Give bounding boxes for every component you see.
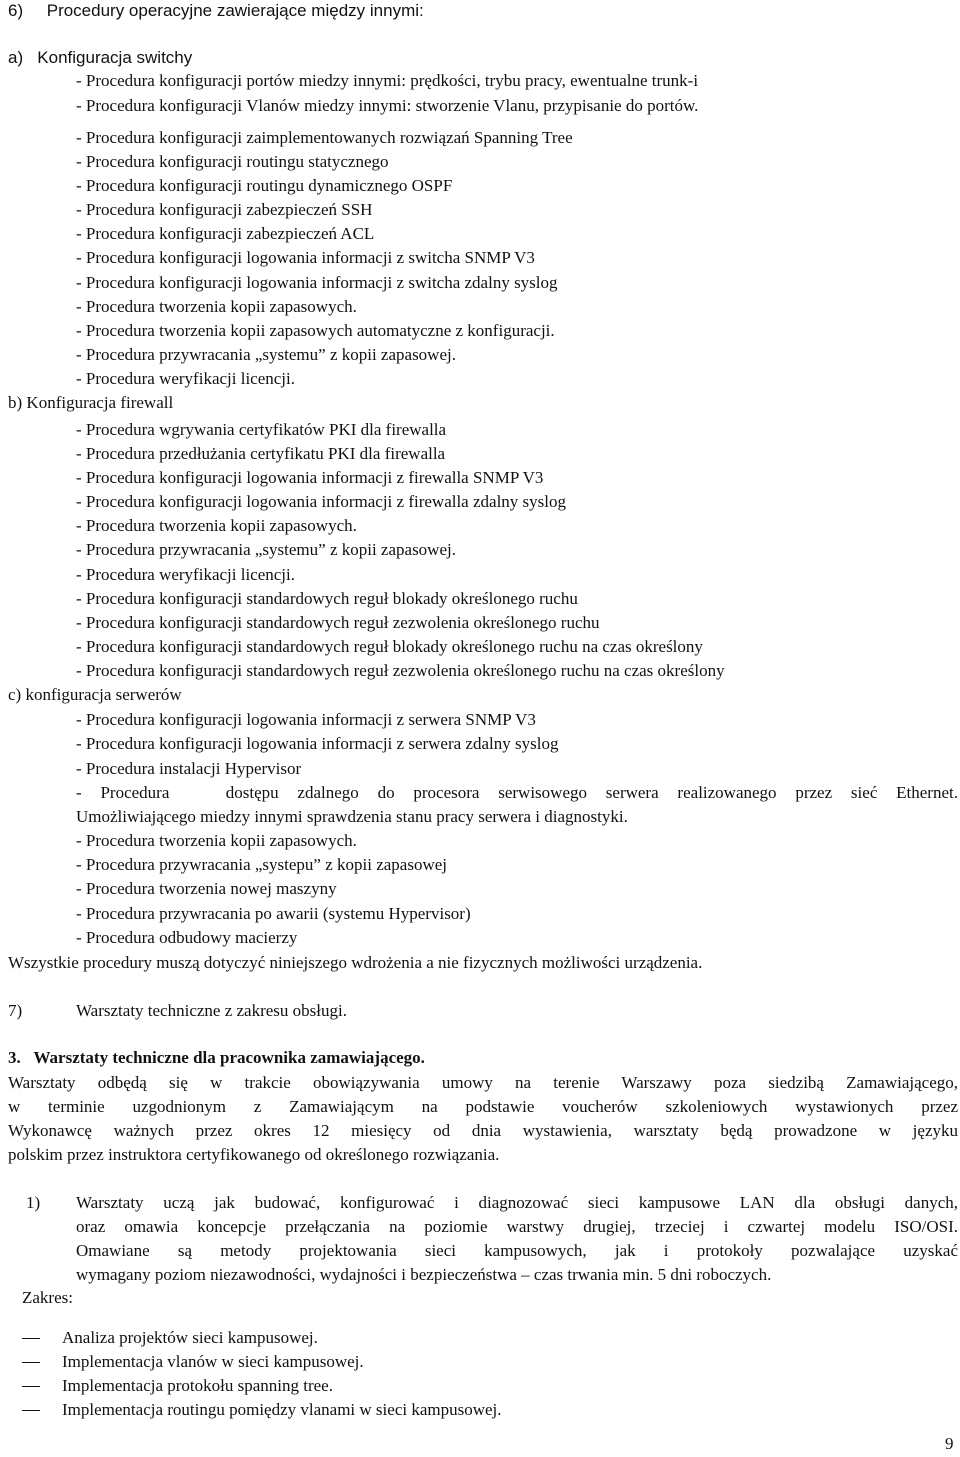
list-item-justified: - Procedura dostępu zdalnego do procesora serwisowego serwera realizowanego przez sieć Ethernet. xyxy=(76,783,958,802)
list-item: - Procedura konfiguracji zabezpieczeń ACL xyxy=(76,224,375,243)
paragraph-line: Warsztaty uczą jak budować, konfigurować i diagnozować sieci kampusowe LAN dla obsługi danych, xyxy=(76,1193,958,1212)
list-item: - Procedura przywracania „systemu” z kopii zapasowej. xyxy=(76,345,456,364)
dash-bullet-icon xyxy=(22,1386,40,1387)
dash-bullet-icon xyxy=(22,1410,40,1411)
list-item: - Procedura konfiguracji logowania informacji z serwera zdalny syslog xyxy=(76,734,559,753)
paragraph-line: polskim przez instruktora certyfikowanego od określonego rozwiązania. xyxy=(8,1145,500,1164)
paragraph-line: Wykonawcę ważnych przez okres 12 miesięcy od dnia wystawienia, warsztaty będą prowadzone w języku xyxy=(8,1121,958,1140)
section-6-heading: 6) Procedury operacyjne zawierające między innymi: xyxy=(8,1,424,20)
dash-bullet-icon xyxy=(22,1338,40,1339)
list-item: - Procedura przywracania „systepu” z kopii zapasowej xyxy=(76,855,448,874)
section-7-title: Warsztaty techniczne z zakresu obsługi. xyxy=(76,1001,347,1020)
list-item: - Procedura przedłużania certyfikatu PKI dla firewalla xyxy=(76,444,446,463)
list-item: - Procedura konfiguracji logowania informacji z switcha SNMP V3 xyxy=(76,248,535,267)
list-item: - Procedura konfiguracji routingu dynamicznego OSPF xyxy=(76,176,453,195)
list-item: - Procedura konfiguracji zaimplementowanych rozwiązań Spanning Tree xyxy=(76,128,573,147)
dash-bullet-icon xyxy=(22,1362,40,1363)
list-item-continuation: Umożliwiającego miedzy innymi sprawdzenia stanu pracy serwera i diagnostyki. xyxy=(76,807,628,826)
list-item: - Procedura przywracania „systemu” z kopii zapasowej. xyxy=(76,540,456,559)
list-item: - Procedura konfiguracji zabezpieczeń SSH xyxy=(76,200,373,219)
list-item: Implementacja routingu pomiędzy vlanami w sieci kampusowej. xyxy=(62,1400,502,1419)
item-1-number: 1) xyxy=(26,1193,41,1212)
paragraph-line: Warsztaty odbędą się w trakcie obowiązywania umowy na terenie Warszawy poza siedzibą Zamawiającego, xyxy=(8,1073,958,1092)
subsection-b-heading: b) Konfiguracja firewall xyxy=(8,393,174,412)
list-item: - Procedura konfiguracji logowania informacji z serwera SNMP V3 xyxy=(76,710,536,729)
list-item: - Procedura konfiguracji portów miedzy innymi: prędkości, trybu pracy, ewentualne trunk-i xyxy=(76,71,699,90)
closing-statement: Wszystkie procedury muszą dotyczyć niniejszego wdrożenia a nie fizycznych możliwości urządzenia. xyxy=(8,953,703,972)
subsection-c-heading: c) konfiguracja serwerów xyxy=(8,685,182,704)
list-item: - Procedura konfiguracji logowania informacji z switcha zdalny syslog xyxy=(76,273,558,292)
list-item: - Procedura konfiguracji Vlanów miedzy innymi: stworzenie Vlanu, przypisanie do portów. xyxy=(76,96,699,115)
list-item: - Procedura wgrywania certyfikatów PKI dla firewalla xyxy=(76,420,447,439)
zakres-label: Zakres: xyxy=(22,1288,73,1307)
section-7-number: 7) xyxy=(8,1001,23,1020)
section-3-heading: 3. Warsztaty techniczne dla pracownika zamawiającego. xyxy=(8,1048,425,1067)
list-item: - Procedura konfiguracji standardowych reguł zezwolenia określonego ruchu xyxy=(76,613,600,632)
list-item: - Procedura weryfikacji licencji. xyxy=(76,369,296,388)
paragraph-line: oraz omawia koncepcje przełączania na poziomie warstwy drugiej, trzeciej i czwartej modelu ISO/OSI. xyxy=(76,1217,958,1236)
list-item: - Procedura konfiguracji standardowych reguł zezwolenia określonego ruchu na czas określony xyxy=(76,661,725,680)
list-item: - Procedura weryfikacji licencji. xyxy=(76,565,296,584)
list-item: - Procedura tworzenia kopii zapasowych. xyxy=(76,831,357,850)
list-item: - Procedura konfiguracji logowania informacji z firewalla SNMP V3 xyxy=(76,468,544,487)
subsection-a-heading: a) Konfiguracja switchy xyxy=(8,48,193,67)
list-item: - Procedura konfiguracji routingu statycznego xyxy=(76,152,389,171)
list-item: - Procedura konfiguracji standardowych reguł blokady określonego ruchu na czas określony xyxy=(76,637,703,656)
list-item: - Procedura instalacji Hypervisor xyxy=(76,759,302,778)
list-item: - Procedura konfiguracji logowania informacji z firewalla zdalny syslog xyxy=(76,492,566,511)
paragraph-line: wymagany poziom niezawodności, wydajności i bezpieczeństwa – czas trwania min. 5 dni roboczych. xyxy=(76,1265,772,1284)
list-item: - Procedura tworzenia kopii zapasowych. xyxy=(76,516,357,535)
list-item: Implementacja protokołu spanning tree. xyxy=(62,1376,333,1395)
list-item: - Procedura tworzenia kopii zapasowych. xyxy=(76,297,357,316)
list-item: - Procedura tworzenia nowej maszyny xyxy=(76,879,337,898)
list-item: - Procedura tworzenia kopii zapasowych automatyczne z konfiguracji. xyxy=(76,321,555,340)
list-item: - Procedura odbudowy macierzy xyxy=(76,928,298,947)
list-item: Implementacja vlanów w sieci kampusowej. xyxy=(62,1352,364,1371)
paragraph-line: w terminie uzgodnionym z Zamawiającym na podstawie voucherów szkoleniowych wystawionych przez xyxy=(8,1097,958,1116)
list-item: - Procedura przywracania po awarii (systemu Hypervisor) xyxy=(76,904,471,923)
list-item: Analiza projektów sieci kampusowej. xyxy=(62,1328,318,1347)
paragraph-line: Omawiane są metody projektowania sieci kampusowych, jak i protokoły pozwalające uzyskać xyxy=(76,1241,958,1260)
page-number: 9 xyxy=(945,1434,954,1453)
list-item: - Procedura konfiguracji standardowych reguł blokady określonego ruchu xyxy=(76,589,578,608)
